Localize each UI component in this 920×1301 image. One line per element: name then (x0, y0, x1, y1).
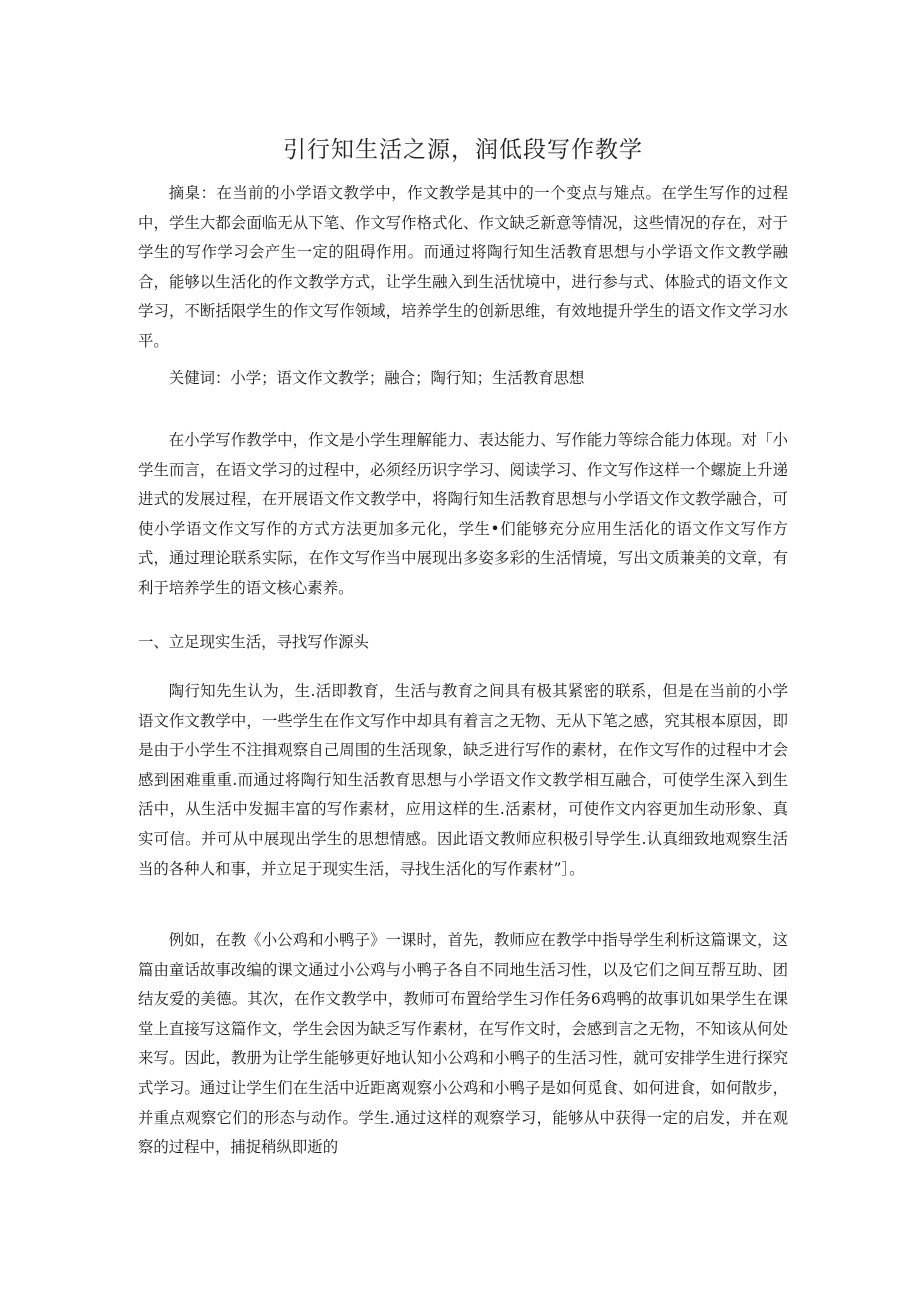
body-paragraph-tao: 陶行知先生认为，生.活即教育，生活与教育之间具有极其紧密的联系，但是在当前的小学语文作文教学中，一些学生在作文写作中却具有着言之无物、无从下笔之感，究其根本原因，即是由于小学生不注揖观察自己周围的生活现象，缺乏进行写作的素材，在作文写作的过程中才会感到困难重重.而通过将陶行知生活教育思想与小学语文作文教学相互融合，可使学生深入到生活中，从生活中发掘丰富的写作素材，应用这样的生.活素材，可使作文内容更加生动形象、真实可信。并可从中展现出学生的思想情感。因此语文教师应积极引导学生.认真细致地观察生活当的各种人和事，并立足于现实生活，寻找生活化的写作素材”］。 (138, 682, 788, 878)
section-heading: 一、立足现实生活，寻找写作源头 (138, 633, 369, 651)
abstract-text: 在当前的小学语文教学中，作文教学是其中的一个变点与雉点。在学生写作的过程中，学生大都会面临无从下笔、作文写作格式化、作文缺乏新意等情况，这些情况的存在，对于学生的写作学习会产生一定的阻碍作用。而通过将陶行知生活教育思想与小学语文作文教学融合，能够以生活化的作文教学方式，让学生融入到生活忧境中，进行参与式、体脸式的语文作文学习，不断括限学生的作文写作领域，培养学生的创新思维，有效地提升学生的语文作文学习水平。 (138, 184, 788, 350)
document-title: 引行知生活之源，润低段写作教学 (283, 137, 643, 163)
body-paragraph-intro: 在小学写作教学中，作文是小学生理解能力、表达能力、写作能力等综合能力体现。对「小学生而言，在语文学习的过程中，必须经历识字学习、阅读学习、作文写作这样一个螺旋上升递进式的发展过程，在开展语文作文教学中，将陶行知生活教育思想与小学语文作文教学融合，可使小学语文作文写作的方式方法更加多元化，学生•们能够充分应用生活化的语文作文写作方式，通过理论联系实际，在作文写作当中展现出多姿多彩的生活情境，写出文质兼美的文章，有利于培养学生的语文核心素养。 (138, 431, 788, 597)
keywords-paragraph (138, 364, 788, 394)
abstract-label: 摘臬： (168, 184, 217, 202)
body-paragraph-example: 例如，在教《小公鸡和小鸭子》一课时，首先，教师应在教学中指导学生利析这篇课文，这篇由童话故事改编的课文通过小公鸡与小鸭子各自不同地生活习性，以及它们之间互帮互助、团结友爱的美德。其次，在作文教学中，教师可布置给学生习作任务6鸡鸭的故事讥如果学生在课堂上直接写这篇作文，学生会因为缺乏写作素材，在写作文时，会感到言之无物，不知该从何处来写。因此，教册为让学生能够更好地认知小公鸡和小鸭子的生活习性，就可安排学生进行探究式学习。通过让学生们在生活中近距离观察小公鸡和小鸭子是如何觅食、如何进食，如何散步，并重点观察它们的形态与动作。学生.通过这样的观察学习，能够从中获得一定的启发，并在观察的过程中，捕捉稍纵即逝的 (138, 931, 788, 1157)
keywords-label: 关健词： (168, 369, 231, 387)
abstract-paragraph (138, 179, 788, 357)
keywords-text: 小学；语文作文教学；融合；陶行知；生活教育思想 (230, 369, 585, 387)
